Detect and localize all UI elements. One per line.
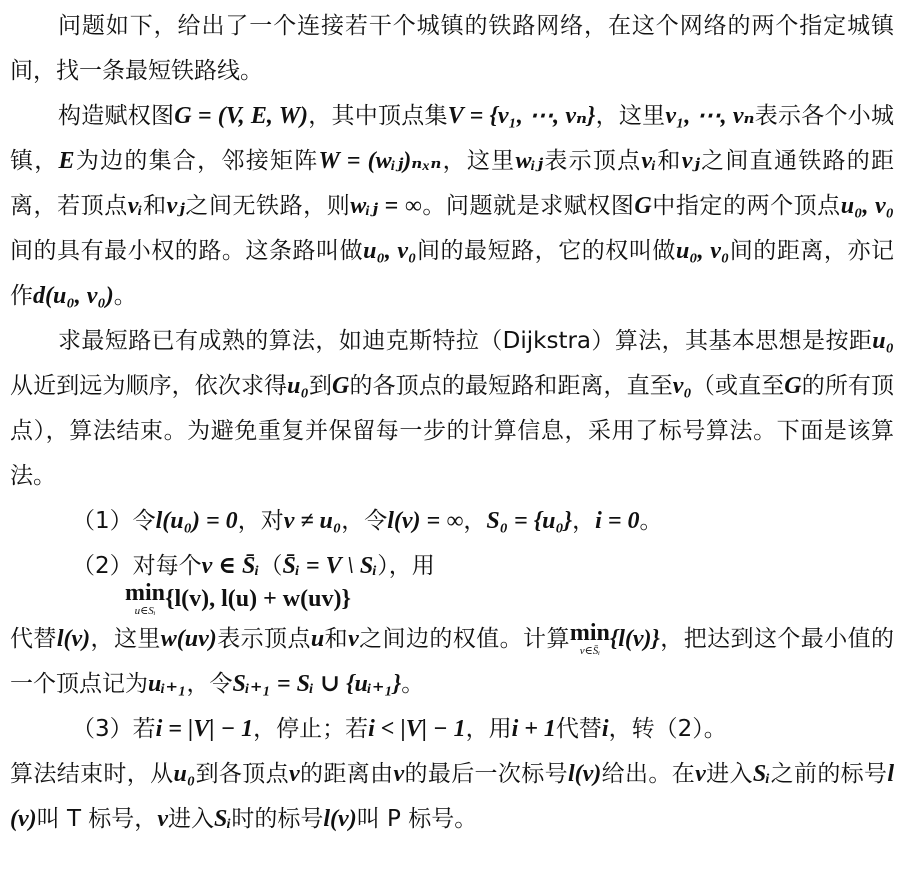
text-run: ，这里: [595, 103, 666, 129]
text-run: 和: [324, 626, 349, 652]
text-run: 的距离由: [299, 761, 394, 787]
min-operator: [570, 621, 610, 657]
text-run: 表示顶点: [543, 148, 642, 174]
step-label: （2）对每个: [72, 553, 202, 579]
text-run: 代替: [10, 626, 57, 652]
formula-body: {l(v), l(u) + w(uv)}: [165, 586, 351, 612]
math-label-v: l(v): [567, 761, 602, 787]
text-run: 叫 T 标号，: [36, 806, 158, 832]
step-label: （1）令: [72, 508, 156, 534]
math-vertex-i: vᵢ: [127, 193, 143, 219]
text-run: 间的最短路，它的权叫做: [416, 238, 676, 264]
math-weight-infinity: wᵢⱼ = ∞: [350, 193, 422, 219]
text-run: 和: [142, 193, 167, 219]
math-vertex-i: vᵢ: [641, 148, 657, 174]
text-run: 表示顶点: [216, 626, 311, 652]
text-run: 进入: [167, 806, 214, 832]
text-run: （或直至: [691, 373, 785, 399]
paragraph-text: 问题如下，给出了一个连接若干个城镇的铁路网络，在这个网络的两个指定城镇间，找一条最短铁路线。: [10, 13, 894, 84]
math-u: u: [310, 626, 325, 652]
math-i-plus-one: i + 1: [511, 716, 556, 742]
paragraph-intro: [10, 4, 894, 94]
math-s0: S₀ = {u₀}: [486, 508, 573, 534]
paragraph-algorithm: [10, 319, 894, 499]
math-label-v: l(v): [323, 806, 357, 832]
text-run: ，停止；若: [253, 716, 369, 742]
text-run: 之间直通铁路的距离，若顶点: [10, 148, 895, 219]
min-label: min: [125, 580, 166, 606]
math-u0: u₀: [173, 761, 196, 787]
math-v: v: [348, 626, 359, 652]
math-graph: G: [784, 373, 802, 399]
text-run: 的各顶点的最短路和距离，直至: [349, 373, 673, 399]
formula-min-update: [125, 581, 894, 617]
step-1: [72, 499, 894, 544]
text-run: ，对: [237, 508, 284, 534]
text-run: 。: [113, 283, 137, 309]
text-run: 之间无铁路，则: [184, 193, 351, 219]
math-endpoints: u₀, v₀: [840, 193, 895, 219]
math-graph: G: [634, 193, 652, 219]
text-run: 。: [639, 508, 663, 534]
math-v-not-u0: v ≠ u₀: [283, 508, 342, 534]
text-run: 之间边的权值。计算: [358, 626, 570, 652]
text-run: 算法结束时，从: [10, 761, 174, 787]
math-endpoints: u₀, v₀: [675, 238, 730, 264]
text-run: （: [259, 553, 283, 579]
math-vertex-set: V = {v₁, ⋯, vₙ}: [447, 103, 596, 129]
math-label-v: l(v): [56, 626, 91, 652]
step-3: [72, 707, 894, 752]
math-v: v: [393, 761, 405, 787]
text-run: 的最后一次标号: [404, 761, 568, 787]
math-edge-set: E: [58, 148, 75, 174]
text-run: 到各顶点: [195, 761, 290, 787]
min-label: min: [569, 620, 610, 646]
text-run: 到: [308, 373, 333, 399]
text-run: 进入: [705, 761, 753, 787]
math-v-in-complement: v ∈ S̄ᵢ: [201, 553, 260, 579]
text-run: 间的具有最小权的路。这条路叫做: [10, 238, 364, 264]
text-run: ，这里: [441, 148, 516, 174]
text-run: 求最短路已有成熟的算法，如迪克斯特拉（Dijkstra）算法，其基本思想是按距: [58, 328, 873, 354]
paragraph-graph-definition: [10, 94, 894, 319]
text-run: ，: [463, 508, 487, 534]
text-run: 。: [401, 671, 425, 697]
text-run: 表示各个小城镇，: [10, 103, 895, 174]
text-run: 叫 P 标号。: [356, 806, 478, 832]
math-edge-weight: w(uv): [160, 626, 217, 652]
math-vertex-j: vⱼ: [681, 148, 700, 174]
math-adjacency-matrix: W = (wᵢⱼ)ₙₓₙ: [318, 148, 442, 174]
math-u0: u₀: [287, 373, 309, 399]
math-i: i: [601, 716, 609, 742]
math-init-label: l(u₀) = 0: [155, 508, 238, 534]
text-run: 时的标号: [231, 806, 324, 832]
text-run: ，令: [341, 508, 388, 534]
text-run: ，用: [465, 716, 512, 742]
text-run: 的所有顶点），算法结束。为避免重复并保留每一步的计算信息，采用了标号算法。下面是该算法。: [10, 373, 894, 489]
math-complement-def: S̄ᵢ = V \ Sᵢ: [282, 553, 378, 579]
math-s-i: Sᵢ: [752, 761, 771, 787]
text-run: ），用: [377, 553, 435, 579]
math-v: v: [289, 761, 300, 787]
math-label-v: l(v): [10, 761, 895, 832]
text-run: ，这里: [90, 626, 161, 652]
text-run: ，: [572, 508, 596, 534]
math-vertex-j: vⱼ: [166, 193, 185, 219]
min-subscript: v∈S̄ᵢ: [579, 645, 600, 657]
math-min-label: {l(v)}: [609, 626, 660, 652]
text-run: 从近到远为顺序，依次求得: [10, 373, 288, 399]
text-run: ，其中顶点集: [308, 103, 448, 129]
math-vertex-range: v₁, ⋯, vₙ: [665, 103, 755, 129]
math-label-infinity: l(v) = ∞: [387, 508, 464, 534]
math-continue-condition: i < |V| − 1: [368, 716, 466, 742]
text-run: ，把达到这个最小值的一个顶点记为: [10, 626, 895, 697]
paragraph-end: [10, 752, 894, 842]
text-run: 间的距离，亦记作: [10, 238, 895, 309]
math-weight: wᵢⱼ: [515, 148, 544, 174]
math-v: v: [157, 806, 168, 832]
math-s-i: Sᵢ: [213, 806, 232, 832]
math-s-next: Sᵢ₊₁ = Sᵢ ∪ {uᵢ₊₁}: [232, 671, 402, 697]
math-graph-def: G = (V, E, W): [174, 103, 309, 129]
text-run: 代替: [555, 716, 602, 742]
text-run: 和: [656, 148, 682, 174]
step-label: （3）若: [72, 716, 156, 742]
math-v0: v₀: [672, 373, 692, 399]
paragraph-replace: [10, 617, 894, 707]
text-run: 中指定的两个顶点: [651, 193, 841, 219]
min-subscript: u∈Sᵢ: [134, 605, 156, 617]
math-u0: u₀: [872, 328, 894, 354]
text-run: 为边的集合，邻接矩阵: [74, 148, 319, 174]
text-run: 给出。在: [601, 761, 696, 787]
math-graph: G: [332, 373, 350, 399]
min-operator: [125, 581, 165, 617]
math-u-next: uᵢ₊₁: [148, 671, 187, 697]
math-i-zero: i = 0: [595, 508, 640, 534]
text-run: 。问题就是求赋权图: [421, 193, 635, 219]
math-stop-condition: i = |V| − 1: [155, 716, 254, 742]
text-run: ，令: [186, 671, 233, 697]
text-run: 之前的标号: [770, 761, 888, 787]
text-run: ，转（2）。: [608, 716, 727, 742]
math-endpoints: u₀, v₀: [363, 238, 417, 264]
math-v: v: [695, 761, 706, 787]
text-run: 构造赋权图: [58, 103, 175, 129]
math-distance: d(u₀, v₀): [33, 283, 114, 309]
